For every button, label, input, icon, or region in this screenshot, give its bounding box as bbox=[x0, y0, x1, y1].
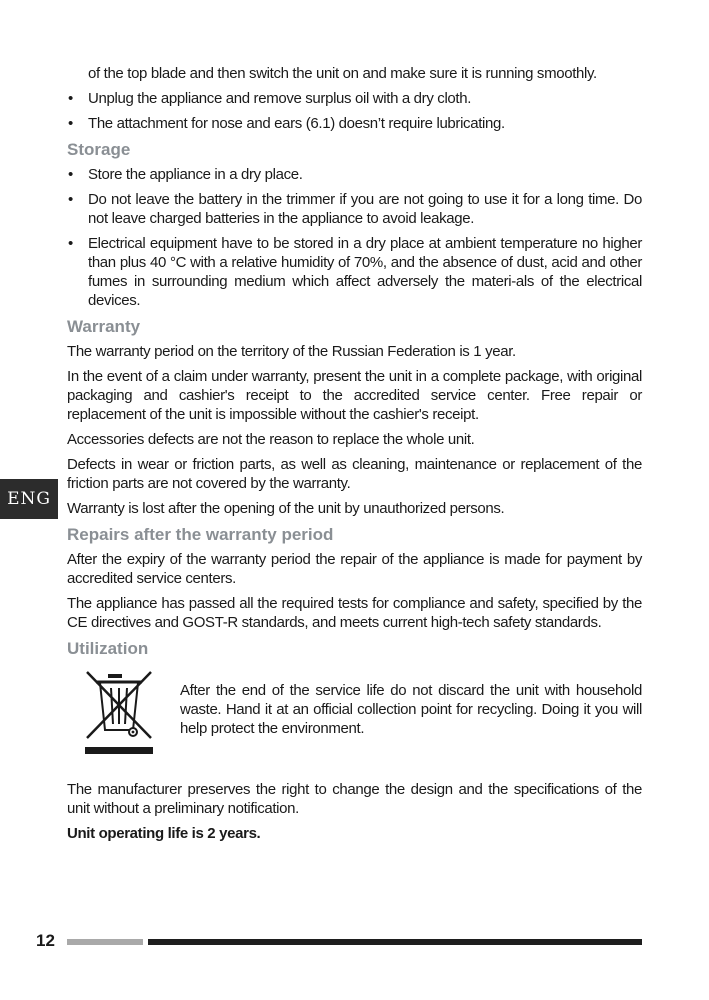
repairs-heading: Repairs after the warranty period bbox=[67, 525, 334, 544]
continued-text: of the top blade and then switch the unit on and make sure it is running smoothly. bbox=[88, 65, 597, 82]
list-item: • The attachment for nose and ears (6.1) doesn’t require lubricating. bbox=[67, 114, 642, 133]
warranty-paragraph: In the event of a claim under warranty, present the unit in a complete package, with original packaging and cashier's receipt to the accredited service center. Free repair or replacement of the unit is impossible without the cashier's receipt. bbox=[67, 368, 642, 423]
warranty-paragraph: Accessories defects are not the reason to replace the whole unit. bbox=[67, 431, 475, 448]
list-item: • Electrical equipment have to be stored in a dry place at ambient temperature no higher than plus 40 °C with a relative humidity of 70%, and the absence of dust, acid and other fumes in surrounding medium which affect adversely the materi-als of the electrical devices. bbox=[67, 234, 642, 310]
maintenance-list bbox=[67, 89, 642, 133]
storage-heading: Storage bbox=[67, 140, 131, 159]
warranty-paragraph: The warranty period on the territory of the Russian Federation is 1 year. bbox=[67, 343, 516, 360]
list-item: • Do not leave the battery in the trimmer if you are not going to use it for a long time. Do not leave charged batteries in the appliance to avoid leakage. bbox=[67, 190, 642, 228]
warranty-paragraph: Defects in wear or friction parts, as well as cleaning, maintenance or replacement of the friction parts are not covered by the warranty. bbox=[67, 456, 642, 492]
crossed-out-wheelie-bin-icon bbox=[79, 668, 159, 756]
repairs-paragraph: The appliance has passed all the required tests for compliance and safety, specified by the CE directives and GOST-R standards, and meets current high-tech safety standards. bbox=[67, 595, 642, 631]
page-content bbox=[67, 64, 642, 849]
utilization-block bbox=[67, 668, 642, 756]
footer-bar-grey bbox=[67, 939, 143, 945]
warranty-paragraph: Warranty is lost after the opening of the unit by unauthorized persons. bbox=[67, 500, 505, 517]
warranty-heading: Warranty bbox=[67, 317, 141, 336]
list-item: • Unplug the appliance and remove surplus oil with a dry cloth. bbox=[67, 89, 642, 108]
language-tab: ENG bbox=[0, 479, 58, 519]
manufacturer-note: The manufacturer preserves the right to change the design and the specifications of the unit without a preliminary notification. bbox=[67, 781, 642, 817]
footer-bar-dark bbox=[148, 939, 642, 945]
repairs-paragraph: After the expiry of the warranty period the repair of the appliance is made for payment by accredited service centers. bbox=[67, 551, 642, 587]
utilization-text: After the end of the service life do not discard the unit with household waste. Hand it at an official collection point for recycling. Doing it you will help protect the environment. bbox=[180, 682, 642, 737]
page-number: 12 bbox=[36, 931, 55, 950]
storage-list bbox=[67, 165, 642, 310]
operating-life: Unit operating life is 2 years. bbox=[67, 825, 261, 842]
utilization-heading: Utilization bbox=[67, 639, 149, 658]
list-item: • Store the appliance in a dry place. bbox=[67, 165, 642, 184]
